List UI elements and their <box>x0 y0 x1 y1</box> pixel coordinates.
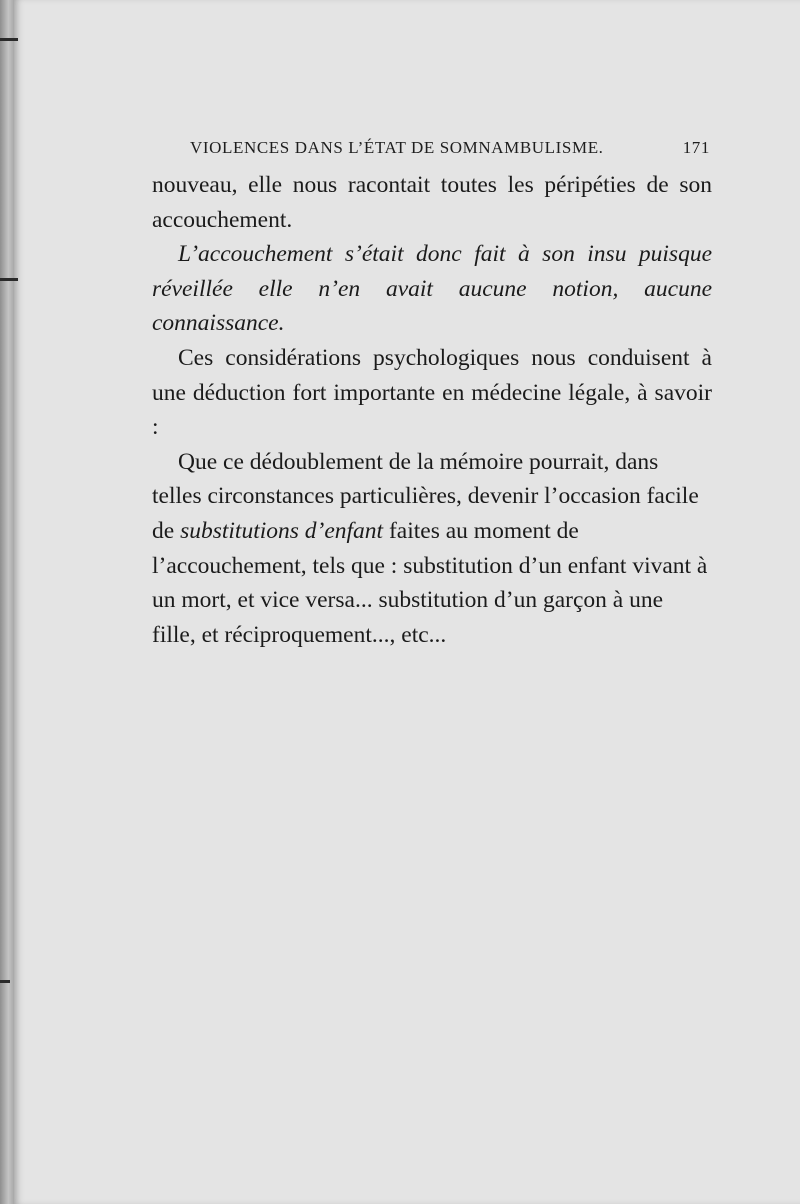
binding-mark <box>0 278 18 281</box>
paragraph-2-italic: L’accouchement s’était donc fait à son insu puisque réveillée elle n’en avait aucune notion, aucune connaissance. <box>152 241 712 337</box>
paragraph-4-end: faites au moment de l’accouchement, tels que : substitution d’un enfant vivant à un mort, et vice versa... substitution d’un garçon à une fille, et réciproquement..., etc... <box>152 517 708 648</box>
page-number: 171 <box>682 138 710 157</box>
binding-mark <box>0 38 18 41</box>
running-header <box>190 138 710 158</box>
page-text <box>152 168 712 652</box>
running-title: VIOLENCES DANS L’ÉTAT DE SOMNAMBULISME. <box>190 138 604 157</box>
paragraph-1: nouveau, elle nous racontait toutes les péripéties de son accouchement. <box>152 172 712 233</box>
binding-mark <box>0 980 10 983</box>
paragraph-3: Ces considérations psychologiques nous conduisent à une déduction fort importante en médecine légale, à savoir : <box>152 344 712 441</box>
paragraph-2 <box>152 237 712 341</box>
paragraph-4 <box>152 445 712 653</box>
book-binding <box>0 0 14 1204</box>
paragraph-4-start: Que ce dédoublement de la mémoire pourrait, dans telles circonstances particulières, devenir l’occasion facile de <box>152 448 699 544</box>
paragraph-4-italic: substitutions d’enfant <box>180 517 384 544</box>
